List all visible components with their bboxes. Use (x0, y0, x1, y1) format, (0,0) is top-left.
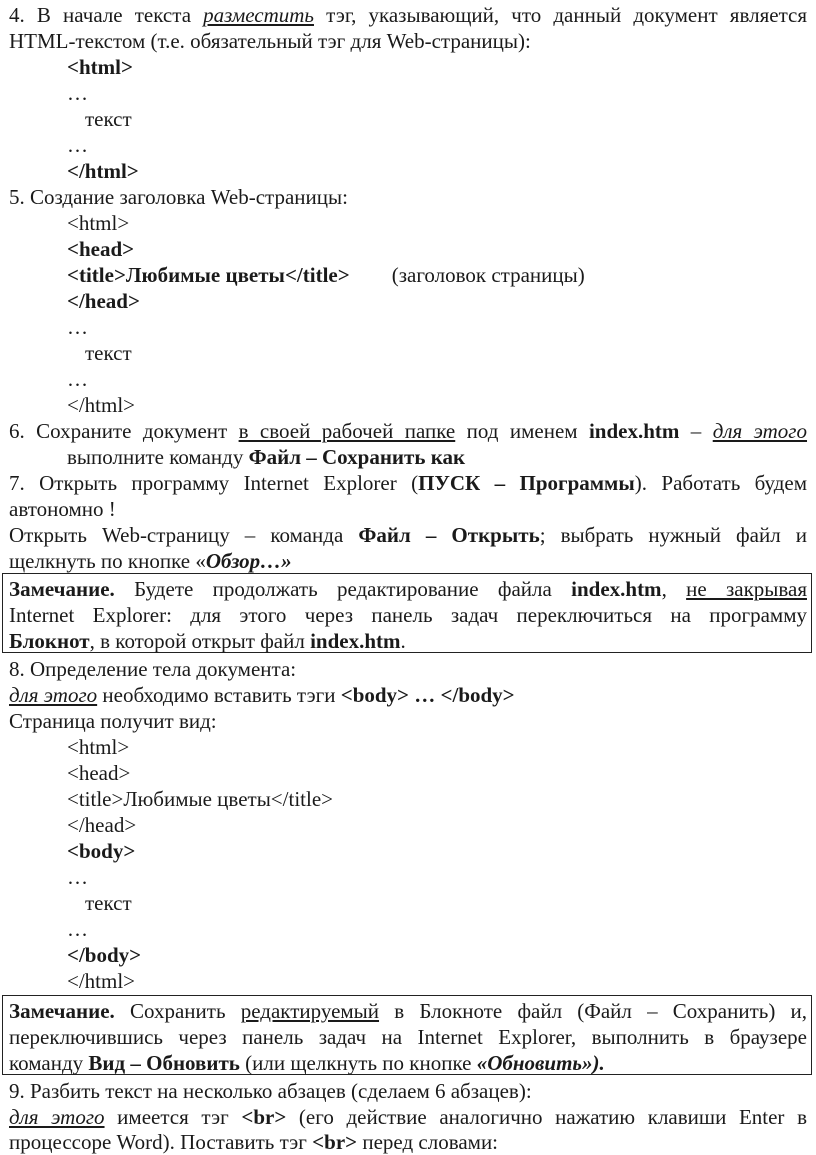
code-ellipsis: … (67, 865, 88, 889)
code-text: текст (85, 107, 132, 131)
code-html-close: </html> (67, 159, 139, 183)
note2-line-2: переключившись через панель задач на Internet Explorer, выполнить в браузере (9, 1025, 807, 1049)
note2-line-3: команду Вид – Обновить (или щелкнуть по кнопке «Обновить»). (9, 1051, 605, 1075)
code-ellipsis: … (67, 133, 88, 157)
code-title-line: <title>Любимые цветы</title> (заголовок страницы) (67, 263, 585, 287)
emphasis-place: разместить (203, 3, 314, 27)
code-body-open: <body> (67, 839, 136, 863)
code-html-open: <html> (67, 211, 130, 235)
note1-line-3: Блокнот, в которой открыт файл index.htm. (9, 629, 406, 653)
code-head-open: <head> (67, 237, 135, 261)
code-html-open: <html> (67, 55, 133, 79)
code-text: текст (85, 891, 132, 915)
s6-line-1: 6. Сохраните документ в своей рабочей папке под именем index.htm – для этого (9, 419, 808, 443)
s7-line-4: щелкнуть по кнопке «Обзор…» (9, 549, 292, 573)
s4-line-2: HTML-текстом (т.е. обязательный тэг для Web-страницы): (9, 29, 531, 53)
code-head-close: </head> (67, 289, 140, 313)
note2-line-1: Замечание. Сохранить редактируемый в Блокноте файл (Файл – Сохранить) и, (9, 999, 807, 1023)
s5-title: 5. Создание заголовка Web-страницы: (9, 185, 348, 209)
code-ellipsis: … (67, 315, 88, 339)
s7-line-2: автономно ! (9, 497, 116, 521)
code-title-line: <title>Любимые цветы</title> (67, 787, 333, 811)
note1-line-1: Замечание. Будете продолжать редактирование файла index.htm, не закрывая (9, 577, 807, 601)
code-ellipsis: … (67, 367, 88, 391)
s6-line-2: выполните команду Файл – Сохранить как (67, 445, 466, 469)
code-html-close: </html> (67, 393, 136, 417)
s9-line-3: процессоре Word). Поставить тэг <br> перед словами: (9, 1130, 499, 1154)
note1-line-2: Internet Explorer: для этого через панель задач переключиться на программу (9, 603, 807, 627)
code-text: текст (85, 341, 132, 365)
s4-line-1: 4. В начале текста разместить тэг, указывающий, что данный документ является (9, 3, 807, 27)
code-ellipsis: … (67, 917, 88, 941)
code-html-open: <html> (67, 735, 130, 759)
s7-line-1: 7. Открыть программу Internet Explorer (ПУСК – Программы). Работать будем (9, 471, 808, 495)
s8-title: 8. Определение тела документа: (9, 657, 297, 681)
title-comment: (заголовок страницы) (391, 263, 585, 287)
s8-line-2: для этого необходимо вставить тэги <body> … </body> (9, 683, 515, 707)
code-head-open: <head> (67, 761, 131, 785)
s8-line-3: Страница получит вид: (9, 709, 217, 733)
code-body-close: </body> (67, 943, 142, 967)
s9-line-2: для этого имеется тэг <br> (его действие аналогично нажатию клавиши Enter в (9, 1105, 807, 1129)
code-html-close: </html> (67, 969, 136, 993)
code-ellipsis: … (67, 81, 88, 105)
code-head-close: </head> (67, 813, 137, 837)
s7-line-3: Открыть Web-страницу – команда Файл – Открыть; выбрать нужный файл и (9, 523, 807, 547)
s9-title: 9. Разбить текст на несколько абзацев (сделаем 6 абзацев): (9, 1079, 532, 1103)
